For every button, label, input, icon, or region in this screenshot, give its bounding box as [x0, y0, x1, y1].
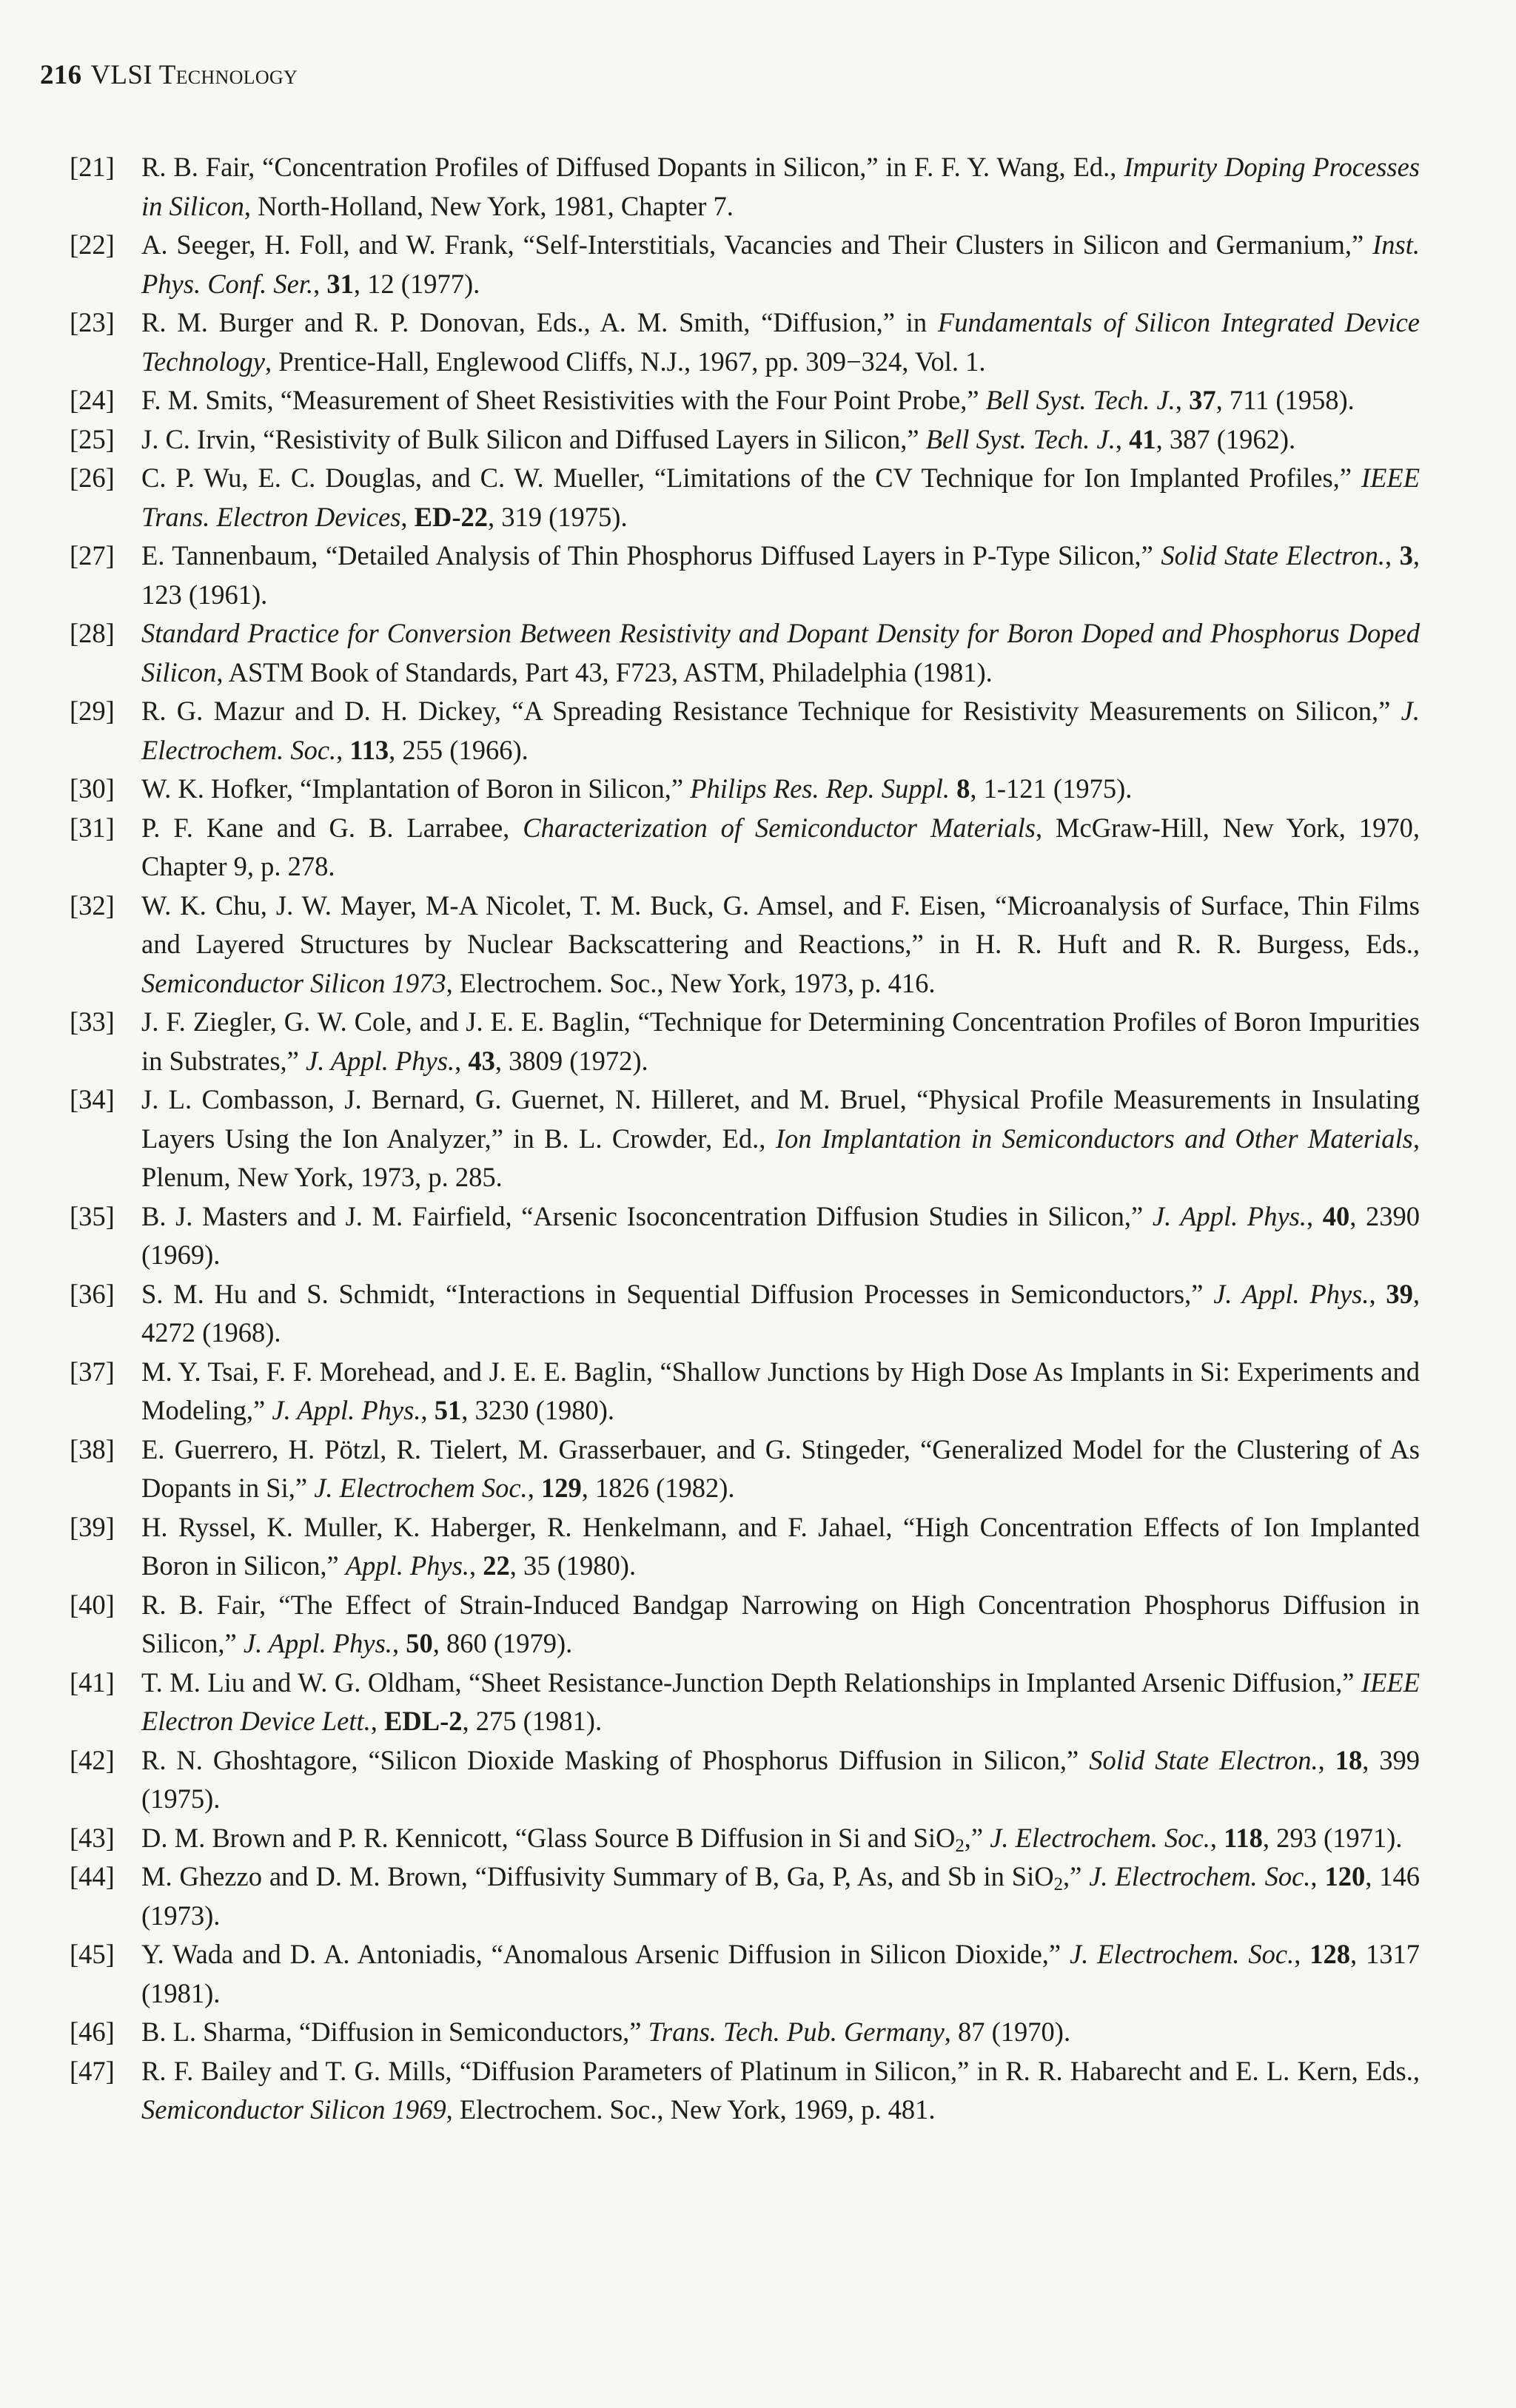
reference-item	[70, 692, 1420, 770]
reference-item	[70, 1275, 1420, 1353]
reference-list	[70, 148, 1420, 2130]
reference-italic-title: J. Electrochem Soc.	[314, 1473, 528, 1503]
reference-text-run: B. L. Sharma, “Diffusion in Semiconductors,”	[141, 2017, 648, 2047]
reference-italic-title: IEEE Electron Device Lett.	[141, 1667, 1420, 1736]
reference-volume: 113	[349, 734, 389, 765]
reference-item	[70, 537, 1420, 614]
reference-text	[141, 463, 1420, 532]
reference-text-run: ,	[336, 734, 350, 765]
reference-italic-title: IEEE Trans. Electron Devices	[141, 463, 1420, 532]
reference-number: [47]	[70, 2055, 115, 2086]
reference-number: [35]	[70, 1200, 115, 1231]
reference-italic-title: Inst. Phys. Conf. Ser.	[141, 229, 1420, 299]
reference-item	[70, 1197, 1420, 1275]
reference-volume: 22	[483, 1550, 510, 1581]
reference-italic-title: Standard Practice for Conversion Between Resistivity and Dopant Density for Boron Doped and Phosphorus Doped Silicon	[141, 618, 1420, 687]
reference-text-run: ,	[1210, 1822, 1224, 1853]
reference-text-run: , 12 (1977).	[353, 268, 480, 299]
reference-item	[70, 381, 1420, 420]
reference-italic-title: J. Appl. Phys.	[306, 1045, 455, 1076]
reference-text	[141, 307, 1420, 377]
reference-number: [36]	[70, 1278, 115, 1309]
reference-text-run: B. J. Masters and J. M. Fairfield, “Arsenic Isoconcentration Diffusion Studies in Silicon,”	[141, 1200, 1153, 1231]
reference-text-run: ,	[1310, 1861, 1325, 1891]
reference-text	[141, 424, 1295, 454]
reference-number: [40]	[70, 1589, 115, 1620]
reference-item	[70, 420, 1420, 460]
reference-volume: 40	[1322, 1200, 1350, 1231]
reference-text-run: ,	[313, 268, 327, 299]
reference-volume: 31	[326, 268, 354, 299]
reference-text	[141, 1939, 1420, 2008]
reference-item	[70, 1430, 1420, 1508]
reference-text-run: J. C. Irvin, “Resistivity of Bulk Silicon and Diffused Layers in Silicon,”	[141, 423, 926, 454]
reference-item	[70, 1003, 1420, 1080]
reference-item	[70, 809, 1420, 887]
reference-volume: 129	[540, 1473, 582, 1503]
reference-text-run: , 1317 (1981).	[141, 1939, 1421, 2008]
reference-text	[141, 1667, 1420, 1737]
reference-text-run	[950, 773, 956, 804]
reference-text	[141, 385, 1355, 415]
reference-volume: 39	[1386, 1278, 1413, 1309]
reference-text	[141, 1512, 1420, 1581]
reference-text-run: E. Guerrero, H. Pötzl, R. Tielert, M. Grasserbauer, and G. Stingeder, “Generalized Model for the Clustering of As Dopants in Si,”	[141, 1433, 1420, 1503]
reference-italic-title: Fundamentals of Silicon Integrated Device Technology	[141, 307, 1420, 377]
reference-item	[70, 770, 1420, 809]
reference-italic-title: J. Appl. Phys.	[243, 1628, 392, 1658]
reference-text-run: ,”	[964, 1822, 990, 1853]
reference-text	[141, 1201, 1420, 1271]
reference-item	[70, 614, 1420, 692]
reference-text	[141, 1745, 1420, 1815]
reference-text-run: ,	[527, 1473, 541, 1503]
reference-volume: 3	[1399, 540, 1413, 571]
reference-text-run: J. L. Combasson, J. Bernard, G. Guernet, N. Hilleret, and M. Bruel, “Physical Profile Measurements in Insulating Layers Using the Ion Analyzer,” in B. L. Crowder, Ed.,	[141, 1084, 1420, 1154]
reference-text-run: E. Tannenbaum, “Detailed Analysis of Thin Phosphorus Diffused Layers in P-Type Silicon,”	[141, 540, 1161, 571]
reference-text-run: , McGraw-Hill, New York, 1970, Chapter 9, p. 278.	[141, 812, 1420, 881]
reference-italic-title: J. Appl. Phys.	[1152, 1200, 1307, 1231]
reference-text-run: ,	[1318, 1744, 1335, 1775]
reference-italic-title: Bell Syst. Tech. J.	[925, 423, 1116, 454]
reference-item	[70, 2052, 1420, 2130]
reference-text-run: , 275 (1981).	[462, 1706, 603, 1736]
reference-text-run: ,	[370, 1706, 385, 1736]
reference-item	[70, 1935, 1420, 2013]
reference-italic-title: Ion Implantation in Semiconductors and Other Materials	[775, 1123, 1413, 1154]
reference-number: [33]	[70, 1006, 115, 1037]
reference-text	[141, 540, 1420, 610]
reference-text-run: , 4272 (1968).	[141, 1278, 1420, 1348]
reference-item	[70, 2013, 1420, 2052]
reference-text	[141, 2056, 1420, 2125]
reference-text	[141, 813, 1420, 882]
reference-volume: 43	[468, 1045, 495, 1076]
reference-number: [21]	[70, 152, 115, 182]
reference-text	[141, 229, 1420, 299]
reference-text	[141, 618, 1420, 687]
reference-italic-title: Trans. Tech. Pub. Germany	[648, 2017, 945, 2047]
running-head	[40, 59, 298, 91]
reference-text-run: , 2390 (1969).	[141, 1200, 1420, 1270]
reference-number: [34]	[70, 1084, 115, 1114]
reference-item	[70, 226, 1420, 303]
reference-item	[70, 148, 1420, 226]
reference-text-run: ,	[1115, 423, 1130, 454]
reference-text-run: R. N. Ghoshtagore, “Silicon Dioxide Masking of Phosphorus Diffusion in Silicon,”	[141, 1744, 1090, 1775]
reference-item	[70, 1508, 1420, 1586]
reference-italic-title: Impurity Doping Processes in Silicon	[141, 152, 1421, 221]
reference-text-run: T. M. Liu and W. G. Oldham, “Sheet Resistance-Junction Depth Relationships in Implanted Arsenic Diffusion,”	[141, 1667, 1361, 1698]
reference-italic-title: J. Electrochem. Soc.	[1089, 1861, 1311, 1891]
reference-text-run: D. M. Brown and P. R. Kennicott, “Glass Source B Diffusion in Si and SiO	[141, 1822, 956, 1853]
reference-text-run: , 255 (1966).	[389, 734, 529, 765]
reference-number: [45]	[70, 1939, 115, 1969]
reference-italic-title: J. Electrochem. Soc.	[990, 1822, 1210, 1853]
reference-text-run: , 1-121 (1975).	[970, 773, 1133, 804]
reference-item	[70, 1857, 1420, 1935]
reference-item	[70, 1080, 1420, 1197]
reference-italic-title: Semiconductor Silicon 1969	[141, 2094, 446, 2125]
reference-number: [22]	[70, 229, 115, 260]
page-number: 216	[40, 60, 82, 90]
reference-subscript: 2	[1053, 1874, 1063, 1895]
reference-text	[141, 696, 1420, 765]
reference-text	[141, 1279, 1420, 1348]
reference-text-run: ,	[1384, 540, 1400, 571]
reference-volume: 118	[1224, 1822, 1263, 1853]
reference-number: [37]	[70, 1356, 115, 1387]
reference-number: [43]	[70, 1822, 115, 1853]
reference-text	[141, 1590, 1420, 1659]
reference-volume: 18	[1335, 1744, 1363, 1775]
reference-text-run: S. M. Hu and S. Schmidt, “Interactions in Sequential Diffusion Processes in Semiconductors,”	[141, 1278, 1214, 1309]
reference-item	[70, 1353, 1420, 1430]
reference-italic-title: Appl. Phys.	[345, 1550, 470, 1581]
reference-text-run: , Electrochem. Soc., New York, 1969, p. 481.	[446, 2094, 936, 2125]
reference-text-run: , 319 (1975).	[488, 501, 628, 532]
reference-text-run: J. F. Ziegler, G. W. Cole, and J. E. E. Baglin, “Technique for Determining Concentration Profiles of Boron Impurities in Substrates,”	[141, 1006, 1420, 1076]
reference-number: [38]	[70, 1433, 115, 1464]
reference-number: [46]	[70, 2017, 115, 2047]
reference-text-run: ,”	[1062, 1861, 1090, 1891]
reference-text-run: , 711 (1958).	[1215, 385, 1355, 415]
reference-text-run: ,	[392, 1628, 406, 1658]
reference-text-run: ,	[400, 501, 415, 532]
reference-text-run: H. Ryssel, K. Muller, K. Haberger, R. Henkelmann, and F. Jahael, “High Concentration Effects of Ion Implanted Boron in Silicon,”	[141, 1511, 1420, 1581]
reference-text	[141, 1006, 1420, 1076]
reference-volume: ED-22	[414, 501, 489, 532]
reference-subscript: 2	[955, 1835, 965, 1856]
reference-text-run: , 123 (1961).	[141, 540, 1421, 610]
reference-number: [42]	[70, 1744, 115, 1775]
reference-text-run: , 146 (1973).	[141, 1861, 1421, 1931]
reference-text-run: , 1826 (1982).	[581, 1473, 735, 1503]
reference-text-run: , 387 (1962).	[1156, 423, 1296, 454]
reference-number: [29]	[70, 696, 115, 726]
reference-text-run: F. M. Smits, “Measurement of Sheet Resistivities with the Four Point Probe,”	[141, 385, 986, 415]
reference-text-run: ,	[1175, 385, 1190, 415]
reference-italic-title: Characterization of Semiconductor Materials	[523, 812, 1036, 843]
reference-number: [39]	[70, 1511, 115, 1542]
reference-text-run: , Prentice-Hall, Englewood Cliffs, N.J., 1967, pp. 309−324, Vol. 1.	[264, 346, 986, 377]
reference-italic-title: Bell Syst. Tech. J.	[985, 385, 1175, 415]
reference-item	[70, 1819, 1420, 1858]
reference-text-run: M. Y. Tsai, F. F. Morehead, and J. E. E. Baglin, “Shallow Junctions by High Dose As Implants in Si: Experiments and Modeling,”	[141, 1356, 1420, 1425]
reference-text	[141, 773, 1132, 804]
reference-text-run: , 860 (1979).	[432, 1628, 573, 1658]
reference-volume: 8	[956, 773, 970, 804]
reference-text-run: Y. Wada and D. A. Antoniadis, “Anomalous Arsenic Diffusion in Silicon Dioxide,”	[141, 1939, 1070, 1969]
reference-text-run: R. G. Mazur and D. H. Dickey, “A Spreading Resistance Technique for Resistivity Measurements on Silicon,”	[141, 696, 1401, 726]
reference-text-run: R. F. Bailey and T. G. Mills, “Diffusion Parameters of Platinum in Silicon,” in R. R. Habarecht and E. L. Kern, Eds.,	[141, 2055, 1420, 2086]
reference-volume: 50	[406, 1628, 433, 1658]
reference-text-run: , Electrochem. Soc., New York, 1973, p. 416.	[446, 967, 936, 998]
reference-text-run: , 35 (1980).	[509, 1550, 637, 1581]
reference-italic-title: J. Appl. Phys.	[1213, 1278, 1369, 1309]
reference-number: [26]	[70, 463, 115, 493]
reference-volume: 120	[1324, 1861, 1366, 1891]
reference-item	[70, 1664, 1420, 1741]
reference-text-run: , Plenum, New York, 1973, p. 285.	[141, 1123, 1420, 1192]
reference-text	[141, 890, 1420, 998]
reference-item	[70, 887, 1420, 1003]
reference-text-run: ,	[1306, 1200, 1323, 1231]
reference-volume: 128	[1309, 1939, 1350, 1969]
reference-italic-title: Philips Res. Rep. Suppl.	[690, 773, 950, 804]
reference-text-run: A. Seeger, H. Foll, and W. Frank, “Self-Interstitials, Vacancies and Their Clusters in Silicon and Germanium,”	[141, 229, 1373, 260]
reference-italic-title: J. Electrochem. Soc.	[141, 696, 1420, 765]
reference-number: [24]	[70, 385, 115, 415]
reference-text-run: ,	[469, 1550, 483, 1581]
reference-text-run: R. M. Burger and R. P. Donovan, Eds., A. M. Smith, “Diffusion,” in	[141, 307, 938, 337]
reference-number: [27]	[70, 540, 115, 571]
reference-text-run: ,	[1369, 1278, 1386, 1309]
reference-volume: 37	[1189, 385, 1216, 415]
reference-item	[70, 459, 1420, 537]
reference-number: [31]	[70, 812, 115, 843]
reference-text-run: M. Ghezzo and D. M. Brown, “Diffusivity Summary of B, Ga, P, As, and Sb in SiO	[141, 1861, 1054, 1891]
reference-number: [44]	[70, 1861, 115, 1891]
reference-number: [30]	[70, 773, 115, 804]
reference-text-run: P. F. Kane and G. B. Larrabee,	[141, 812, 523, 843]
reference-italic-title: J. Appl. Phys.	[272, 1395, 421, 1425]
reference-number: [25]	[70, 423, 115, 454]
book-title: VLSI Technology	[90, 60, 298, 90]
reference-item	[70, 1741, 1420, 1819]
reference-text-run: , 3809 (1972).	[494, 1045, 648, 1076]
reference-text	[141, 152, 1420, 221]
reference-text-run: W. K. Hofker, “Implantation of Boron in Silicon,”	[141, 773, 691, 804]
reference-text-run: , North-Holland, New York, 1981, Chapter 7.	[244, 190, 734, 221]
reference-text-run: R. B. Fair, “The Effect of Strain-Induced Bandgap Narrowing on High Concentration Phosphorus Diffusion in Silicon,”	[141, 1589, 1420, 1658]
reference-text-run: R. B. Fair, “Concentration Profiles of Diffused Dopants in Silicon,” in F. F. Y. Wang, Ed.,	[141, 152, 1124, 182]
reference-text	[141, 1861, 1420, 1931]
reference-italic-title: J. Electrochem. Soc.	[1070, 1939, 1295, 1969]
reference-number: [32]	[70, 889, 115, 921]
reference-number: [23]	[70, 307, 115, 337]
reference-text-run: , 87 (1970).	[944, 2017, 1071, 2047]
reference-text-run: C. P. Wu, E. C. Douglas, and C. W. Mueller, “Limitations of the CV Technique for Ion Implanted Profiles,”	[141, 463, 1361, 493]
reference-volume: 51	[434, 1395, 462, 1425]
reference-text-run: , 399 (1975).	[141, 1744, 1421, 1814]
reference-text	[141, 1822, 1403, 1856]
reference-volume: 41	[1129, 423, 1156, 454]
reference-text	[141, 1434, 1420, 1504]
reference-text-run: , 293 (1971).	[1262, 1822, 1403, 1853]
reference-italic-title: Solid State Electron.	[1089, 1744, 1318, 1775]
reference-text	[141, 2017, 1070, 2047]
reference-number: [28]	[70, 618, 115, 648]
reference-text	[141, 1084, 1420, 1192]
reference-italic-title: Solid State Electron.	[1161, 540, 1385, 571]
reference-text-run: W. K. Chu, J. W. Mayer, M-A Nicolet, T. M. Buck, G. Amsel, and F. Eisen, “Microanalysis of Surface, Thin Films and Layered Structures by Nuclear Backscattering and Reactions,” in H. R. Huft and R. R. Burgess, Eds.,	[141, 889, 1420, 959]
reference-text-run: , ASTM Book of Standards, Part 43, F723, ASTM, Philadelphia (1981).	[216, 656, 993, 687]
reference-number: [41]	[70, 1667, 115, 1698]
reference-volume: EDL-2	[384, 1706, 463, 1736]
reference-text-run: ,	[455, 1045, 469, 1076]
reference-item	[70, 1586, 1420, 1664]
reference-text-run: , 3230 (1980).	[461, 1395, 615, 1425]
reference-text	[141, 1356, 1420, 1426]
reference-text-run: ,	[420, 1395, 435, 1425]
reference-item	[70, 303, 1420, 381]
reference-italic-title: Semiconductor Silicon 1973	[141, 967, 446, 998]
reference-text-run: ,	[1294, 1939, 1310, 1969]
